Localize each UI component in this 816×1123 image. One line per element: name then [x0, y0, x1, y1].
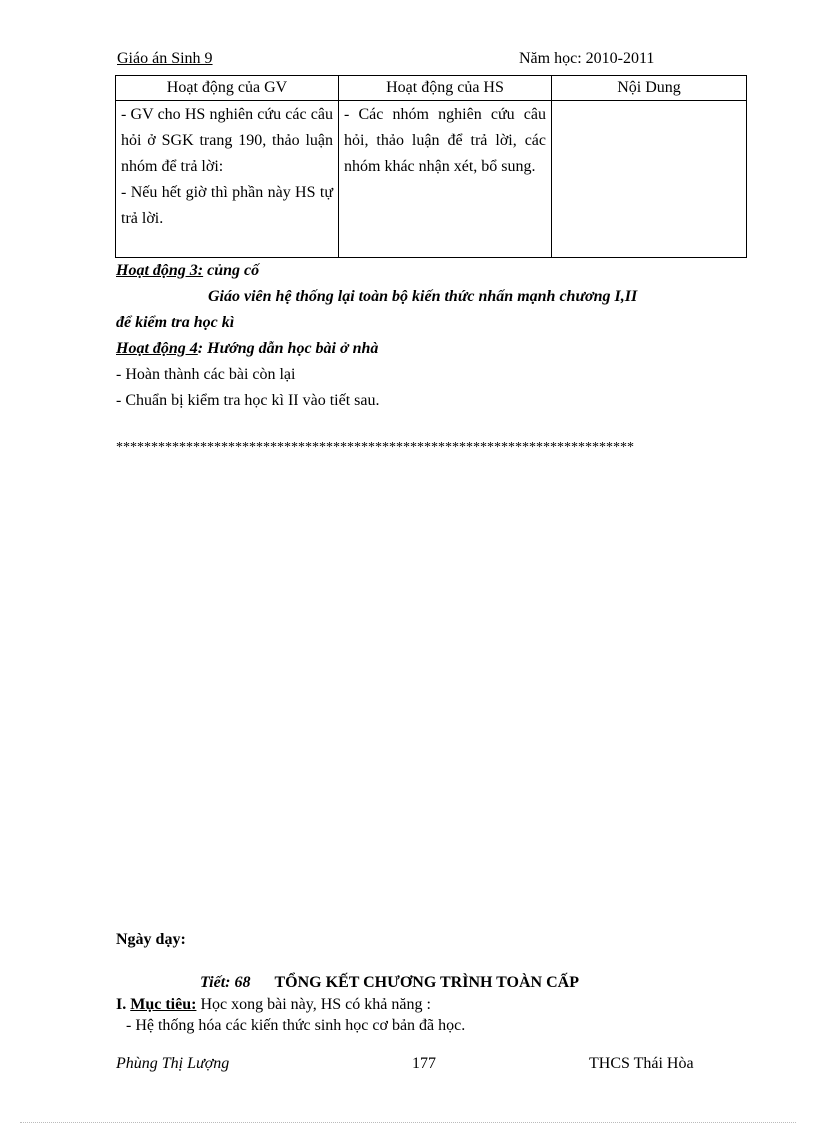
- activity3-title: củng cố: [203, 262, 260, 279]
- header-subject: Giáo án Sinh 9: [117, 50, 213, 67]
- separator-stars: **************************************************************************: [116, 440, 634, 455]
- lesson-title: TỔNG KẾT CHƯƠNG TRÌNH TOÀN CẤP: [274, 974, 579, 991]
- hs-cell: - Các nhóm nghiên cứu câu hỏi, thảo luận để trả lời, các nhóm khác nhận xét, bổ sung.: [339, 101, 552, 258]
- objective-bullet: - Hệ thống hóa các kiến thức sinh học cơ bản đã học.: [126, 1017, 466, 1034]
- gv-cell-line-1: - GV cho HS nghiên cứu các câu hỏi ở SGK trang 190, thảo luận nhóm để trả lời:: [121, 106, 333, 175]
- activity3-body-line-2: để kiểm tra học kì: [116, 314, 235, 331]
- table-row: [116, 101, 747, 258]
- gv-cell-line-2: - Nếu hết giờ thì phần này HS tự trả lời.: [121, 184, 333, 227]
- objective-text: Học xong bài này, HS có khả năng :: [196, 996, 431, 1013]
- col-header-content: Nội Dung: [552, 76, 747, 101]
- table-header-row: [116, 76, 747, 101]
- activity3-heading: [116, 261, 259, 281]
- lesson-title-line: [200, 973, 579, 993]
- col-header-hs: Hoạt động của HS: [339, 76, 552, 101]
- teaching-date-label: Ngày dạy:: [116, 931, 186, 948]
- activity3-label: Hoạt động 3:: [116, 262, 204, 279]
- objective-number: I.: [116, 996, 131, 1013]
- footer-author: Phùng Thị Lượng: [116, 1055, 230, 1072]
- footer-school: THCS Thái Hòa: [589, 1055, 694, 1072]
- objective-line: [116, 995, 431, 1015]
- objective-label: Mục tiêu:: [130, 996, 197, 1013]
- activity4-label: Hoạt động 4: [116, 340, 198, 357]
- footer-page-number: 177: [412, 1055, 436, 1072]
- activity3-body-line-1: Giáo viên hệ thống lại toàn bộ kiến thức nhấn mạnh chương I,II: [208, 288, 638, 305]
- lesson-period: Tiết: 68: [200, 974, 251, 991]
- col-header-gv: Hoạt động của GV: [116, 76, 339, 101]
- header-school-year: Năm học: 2010-2011: [519, 50, 655, 67]
- content-cell: [552, 101, 747, 258]
- gv-cell: [116, 101, 339, 258]
- activity4-item-1: - Hoàn thành các bài còn lại: [116, 366, 296, 383]
- activity4-title: : Hướng dẫn học bài ở nhà: [197, 340, 379, 357]
- activity4-heading: [116, 339, 378, 359]
- activity-table: [115, 75, 747, 258]
- activity4-item-2: - Chuẩn bị kiểm tra học kì II vào tiết sau.: [116, 392, 380, 409]
